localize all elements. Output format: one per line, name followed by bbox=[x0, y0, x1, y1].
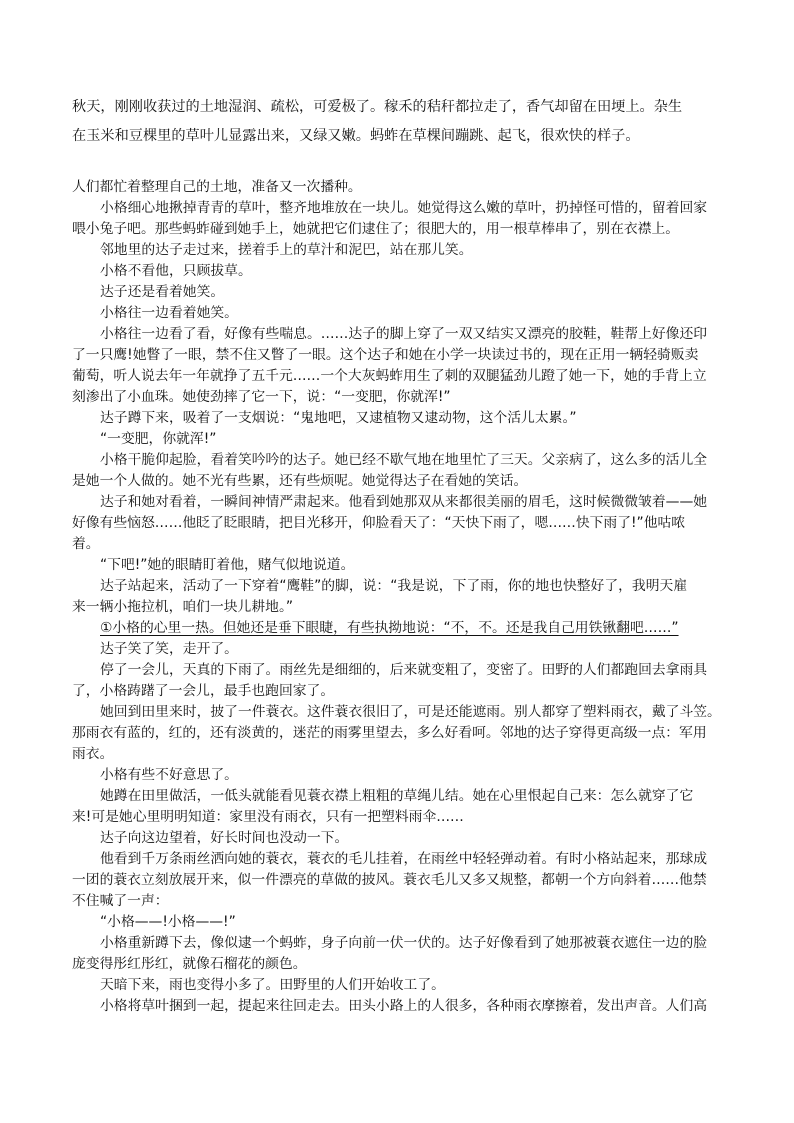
story-line-text: 小格往一边看着她笑。 bbox=[100, 305, 238, 321]
story-line bbox=[72, 618, 722, 639]
story-line bbox=[72, 786, 722, 807]
story-line-text: 达子向这边望着，好长时间也没动一下。 bbox=[100, 830, 349, 846]
story-line bbox=[72, 198, 722, 219]
story-line-text: 停了一会儿，天真的下雨了。雨丝先是细细的，后来就变粗了，变密了。田野的人们都跑回去拿雨具 bbox=[100, 662, 708, 678]
story-line-text: “下吧!”她的眼睛盯着他，赌气似地说道。 bbox=[100, 557, 355, 573]
story-line-text: 她回到田里来时，披了一件蓑衣。这件蓑衣很旧了，可是还能遮雨。别人都穿了塑料雨衣，戴了斗笠。 bbox=[100, 704, 721, 720]
story-line-text: 小格细心地揪掉青青的草叶，整齐地堆放在一块儿。她觉得这么嫩的草叶，扔掉怪可惜的，留着回家 bbox=[100, 200, 708, 216]
story-line bbox=[72, 702, 722, 723]
story-line bbox=[72, 177, 722, 198]
story-line-text: 他看到千万条雨丝洒向她的蓑衣，蓑衣的毛儿挂着，在雨丝中轻轻弹动着。有时小格站起来，那球成 bbox=[100, 851, 708, 867]
intro-line: 在玉米和豆棵里的草叶儿显露出来，又绿又嫩。蚂蚱在草棵间蹦跳、起飞，很欢快的样子。 bbox=[72, 128, 640, 144]
story-line bbox=[72, 387, 722, 408]
story-line bbox=[72, 954, 722, 975]
story-line-text: 她蹲在田里做活，一低头就能看见蓑衣襟上粗粗的草绳儿结。她在心里恨起自己来：怎么就穿了它 bbox=[100, 788, 694, 804]
story-line-text: “小格——!小格——!” bbox=[100, 914, 236, 930]
story-line bbox=[72, 303, 722, 324]
story-line bbox=[72, 429, 722, 450]
intro-line: 秋天，刚刚收获过的土地湿润、疏松，可爱极了。稼禾的秸秆都拉走了，香气却留在田埂上。杂生 bbox=[72, 99, 683, 115]
story-line-text: 了，小格踌躇了一会儿，最手也跑回家了。 bbox=[72, 683, 335, 699]
story-line bbox=[72, 681, 722, 702]
story-line bbox=[72, 660, 722, 681]
story-line-text: 邻地里的达子走过来，搓着手上的草汁和泥巴，站在那儿笑。 bbox=[100, 242, 473, 258]
story-line bbox=[72, 996, 722, 1017]
story-line bbox=[72, 597, 722, 618]
story-line bbox=[72, 723, 722, 744]
story-line-text: “一变肥，你就浑!” bbox=[100, 431, 217, 447]
story-line-text: 人们都忙着整理自己的土地，准备又一次播种。 bbox=[72, 179, 362, 195]
story-line-text: 来一辆小拖拉机，咱们一块儿耕地。” bbox=[72, 599, 293, 615]
story-line-text: 是她一个人做的。她不光有些累，还有些烦呢。她觉得达子在看她的笑话。 bbox=[72, 473, 528, 489]
story-line bbox=[72, 534, 722, 555]
story-line bbox=[72, 471, 722, 492]
story-line bbox=[72, 807, 722, 828]
story-line bbox=[72, 849, 722, 870]
story-line-text: 那雨衣有蓝的，红的，还有淡黄的，迷茫的雨雾里望去，多么好看呵。邻地的达子穿得更高级一点：军用 bbox=[72, 725, 707, 741]
story-line bbox=[72, 576, 722, 597]
story-line bbox=[72, 261, 722, 282]
story-line-text: 达子还是看着她笑。 bbox=[100, 284, 225, 300]
story-line bbox=[72, 933, 722, 954]
story-line bbox=[72, 912, 722, 933]
story-line bbox=[72, 891, 722, 912]
story-body bbox=[72, 177, 722, 1017]
story-line bbox=[72, 555, 722, 576]
story-line-text: 了一只鹰!她瞥了一眼，禁不住又瞥了一眼。这个达子和她在小学一块读过书的，现在正用一辆轻骑贩卖 bbox=[72, 347, 699, 363]
story-line-text: 达子站起来，活动了一下穿着“鹰鞋”的脚，说：“我是说，下了雨，你的地也快整好了，我明天雇 bbox=[100, 578, 688, 594]
story-line-text: 庞变得彤红彤红，就像石榴花的颜色。 bbox=[72, 956, 307, 972]
story-line-text: 达子蹲下来，吸着了一支烟说：“鬼地吧，又逮植物又逮动物，这个活儿太累。” bbox=[100, 410, 577, 426]
story-line-text: 着。 bbox=[72, 536, 100, 552]
story-line bbox=[72, 219, 722, 240]
story-line bbox=[72, 366, 722, 387]
story-line-text: 小格将草叶捆到一起，提起来往回走去。田头小路上的人很多，各种雨衣摩擦着，发出声音。人们高 bbox=[100, 998, 708, 1014]
story-line-text: 喂小兔子吧。那些蚂蚱碰到她手上，她就把它们逮住了；很肥大的，用一根草棒串了，别在衣襟上。 bbox=[72, 221, 680, 237]
story-line-text: 刻渗出了小血珠。她使劲摔了它一下，说：“一变肥，你就浑!” bbox=[72, 389, 451, 405]
story-line bbox=[72, 282, 722, 303]
story-line-text: 好像有些恼怒……他眨了眨眼睛，把目光移开，仰脸看天了：“天快下雨了，嗯……快下雨了!”他咕哝 bbox=[72, 515, 686, 531]
story-line bbox=[72, 870, 722, 891]
story-line-text: 小格往一边看了看，好像有些喘息。……达子的脚上穿了一双又结实又漂亮的胶鞋，鞋帮上好像还印 bbox=[100, 326, 708, 342]
intro-paragraph bbox=[72, 93, 722, 151]
story-line-text: 小格有些不好意思了。 bbox=[100, 767, 238, 783]
story-line-text: 天暗下来，雨也变得小多了。田野里的人们开始收工了。 bbox=[100, 977, 445, 993]
story-line bbox=[72, 744, 722, 765]
story-line bbox=[72, 408, 722, 429]
story-line-text: 一团的蓑衣立刻放展开来，似一件漂亮的草做的披风。蓑衣毛儿又多又规整，都朝一个方向斜着……他禁 bbox=[72, 872, 707, 888]
story-line-text: 来!可是她心里明明知道：家里没有雨衣，只有一把塑料雨伞…… bbox=[72, 809, 464, 825]
story-line bbox=[72, 492, 722, 513]
story-line bbox=[72, 639, 722, 660]
story-line bbox=[72, 240, 722, 261]
story-line-text: 达子和她对看着，一瞬间神情严肃起来。他看到她那双从来都很美丽的眉毛，这时候微微皱着——她 bbox=[100, 494, 708, 510]
story-line bbox=[72, 324, 722, 345]
story-line-text: 小格重新蹲下去，像似逮一个蚂蚱，身子向前一伏一伏的。达子好像看到了她那被蓑衣遮住一边的脸 bbox=[100, 935, 708, 951]
story-line-text: 小格干脆仰起脸，看着笑吟吟的达子。她已经不歇气地在地里忙了三天。父亲病了，这么多的活儿全 bbox=[100, 452, 708, 468]
underlined-sentence: ①小格的心里一热。但她还是垂下眼睫，有些执拗地说：“不，不。还是我自己用铁锹翻吧……” bbox=[100, 620, 679, 636]
story-line-text: 达子笑了笑，走开了。 bbox=[100, 641, 238, 657]
story-line bbox=[72, 345, 722, 366]
story-line bbox=[72, 450, 722, 471]
story-line-text: 雨衣。 bbox=[72, 746, 114, 762]
story-line-text: 小格不看他，只顾拔草。 bbox=[100, 263, 252, 279]
story-line-text: 不住喊了一声： bbox=[72, 893, 169, 909]
story-line bbox=[72, 765, 722, 786]
story-line bbox=[72, 513, 722, 534]
story-line-text: 葡萄，听人说去年一年就挣了五千元……一个大灰蚂蚱用生了刺的双腿猛劲儿蹬了她一下，她的手背上立 bbox=[72, 368, 707, 384]
story-line bbox=[72, 828, 722, 849]
story-line bbox=[72, 975, 722, 996]
